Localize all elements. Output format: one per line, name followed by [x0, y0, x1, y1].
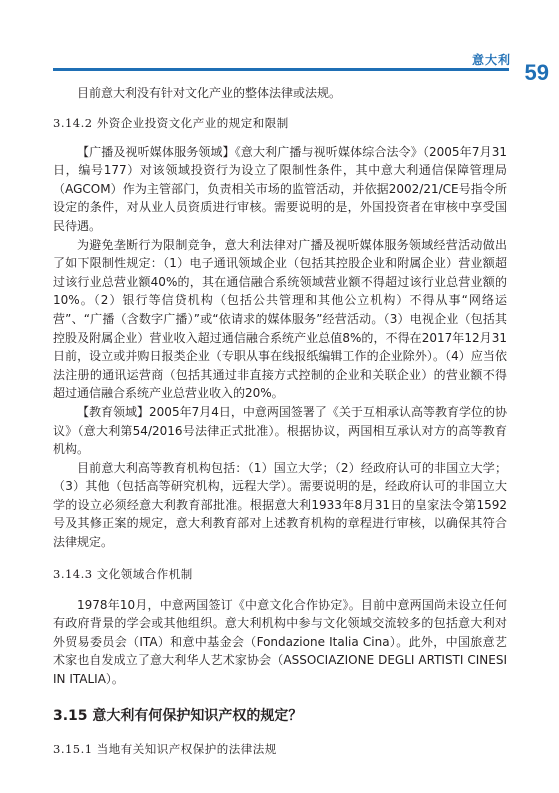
- heading-3-15: 3.15 意大利有何保护知识产权的规定？: [53, 707, 303, 724]
- paragraph-intro: 目前意大利没有针对文化产业的整体法律或法规。: [77, 86, 342, 100]
- paragraph-education-1: 【教育领域】2005年7月4日，中意两国签署了《关于互相承认高等教育学位的协议》（意大利第54/2016号法律正式批准）。根据协议，两国相互承认对方的高等教育机构。: [53, 404, 507, 457]
- heading-3-15-1: 3.15.1 当地有关知识产权保护的法律法规: [53, 741, 277, 756]
- header-rule: [53, 68, 509, 71]
- paragraph-broadcast-2: 为避免垄断行为限制竞争，意大利法律对广播及视听媒体服务领域经营活动做出了如下限制性规定：（1）电子通讯领域企业（包括其控股企业和附属企业）营业额超过该行业总营业额40%的，其在通信融合系统领域营业额不得超过该行业总营业额的10%。（2）银行等信贷机构（包括公共管理和其他公立机构）不得从事“网络运营”、“广播（含数字广播）”或“依请求的媒体服务”经营活动。（3）电视企业（包括其控股及附属企业）营业收入超过通信融合系统产业总值8%的，不得在2017年12月31日前，设立或并购日报类企业（专职从事在线报纸编辑工作的企业除外）。（4）应当依法注册的通讯运营商（包括其通过非直接方式控制的企业和关联企业）的营业额不得超过通信融合系统产业总营业收入的20%。: [53, 237, 507, 401]
- page-content: [53, 84, 507, 757]
- paragraph-broadcast-1: 【广播及视听媒体服务领域】《意大利广播与视听媒体综合法令》（2005年7月31日，编号177）对该领域投资行为设立了限制性条件，其中意大利通信保障管理局（AGCOM）作为主管部门，负责相关市场的监管活动，并依据2002/21/CE号指令所设定的条件，对从业人员资质进行审核。需要说明的是，外国投资者在审核中享受国民待遇。: [53, 144, 507, 233]
- paragraph-cooperation: 1978年10月，中意两国签订《中意文化合作协定》。目前中意两国尚未设立任何有政府背景的学会或其他组织。意大利机构中参与文化领域交流较多的包括意大利对外贸易委员会（ITA）和意中基金会（Fondazione Italia Cina）。此外，中国旅意艺术家也自发成立了意大利华人艺术家协会（ASSOCIAZIONE DEGLI ARTISTI CINESI IN ITALIA）。: [53, 597, 507, 687]
- heading-3-14-3: 3.14.3 文化领域合作机制: [53, 566, 193, 581]
- running-header-label: 意大利: [471, 53, 511, 67]
- page-number: 59: [524, 60, 549, 85]
- paragraph-education-2: 目前意大利高等教育机构包括：（1）国立大学；（2）经政府认可的非国立大学；（3）其他（包括高等研究机构，远程大学）。需要说明的是，经政府认可的非国立大学的设立必须经意大利教育部批准。根据意大利1933年8月31日的皇家法令第1592号及其修正案的规定，意大利教育部对上述教育机构的章程进行审核，以确保其符合法律规定。: [53, 460, 507, 550]
- heading-3-14-2: 3.14.2 外资企业投资文化产业的规定和限制: [53, 115, 289, 130]
